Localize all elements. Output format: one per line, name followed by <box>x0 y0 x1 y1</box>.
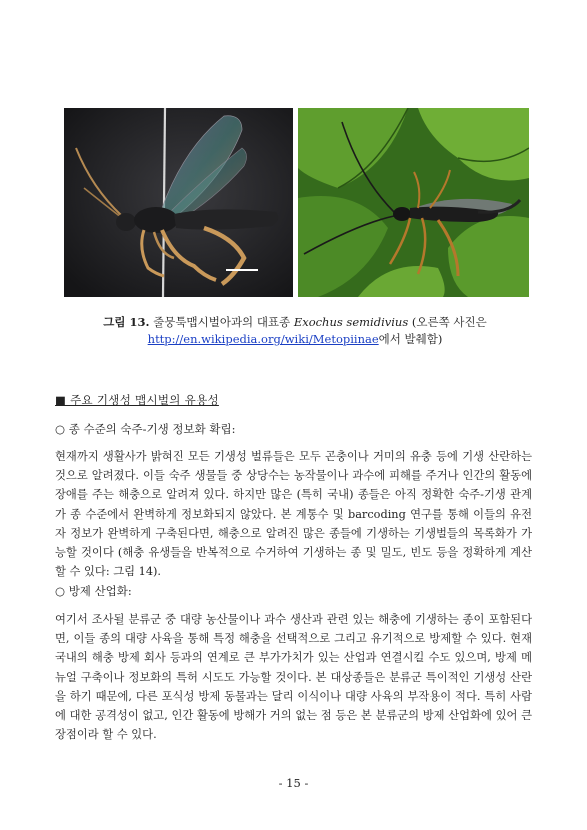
subsection-title-pest-control: ○ 방제 산업화: <box>55 584 132 598</box>
live-wasp-photo <box>298 108 529 297</box>
caption-source-note: (오른쪽 사진은 <box>408 315 487 329</box>
paragraph-pest-control: 여기서 조사될 분류군 중 대량 농산물이나 과수 생산과 관련 있는 해충에 기생하는 종이 포함된다면, 이들 종의 대량 사육을 통해 특정 해충을 선택적으로 그리고 유기적으로 방제할 수 있다. 현재 국내의 해충 방제 회사 등과의 연계로 큰 부가가치가 있는 산업과 연결시킬 수도 있으며, 방제 메뉴얼 구축이나 정보화의 특허 시도도 가능할 것이다. 본 대상종들은 분류군 특이적인 기생성 산란을 하기 때문에, 다른 포식성 방제 동물과는 달리 이식이나 대량 사육의 부작용이 적다. 특히 사람에 대한 공격성이 없고, 인간 활동에 방해가 거의 없는 점 등은 본 분류군의 방제 산업화에 있어 큰 장점이라 할 수 있다. <box>55 613 532 742</box>
figure-caption <box>60 314 530 348</box>
specimen-photo <box>64 108 293 297</box>
subsection-title-host-parasite: ○ 종 수준의 숙주-기생 정보화 확립: <box>55 422 236 436</box>
caption-suffix: 에서 발췌함) <box>378 332 443 346</box>
species-name: Exochus semidivius <box>293 315 409 329</box>
figure-label: 그림 13. <box>103 315 150 329</box>
paragraph-host-parasite: 현재까지 생활사가 밝혀진 모든 기생성 벌류들은 모두 곤충이나 거미의 유충 등에 기생 산란하는 것으로 알려졌다. 이들 숙주 생물들 중 상당수는 농작물이나 과수에 피해를 주거나 인간의 활동에 장애를 주는 해충으로 알려져 있다. 하지만 많은 (특히 국내) 종들은 아직 정확한 숙주-기생 관계가 종 수준에서 완벽하게 정보화되지 않았다. 본 계통수 및 barcoding 연구를 통해 이들의 유전자 정보가 완벽하게 구축된다면, 해충으로 알려진 많은 종들에 기생하는 기생벌들의 목록화가 가능할 것이다 (해충 유생들을 반복적으로 수거하여 기생하는 종 및 밀도, 빈도 등을 정확하게 계산할 수 있다: 그림 14). <box>55 450 532 579</box>
caption-text: 줄뭉툭맵시벌아과의 대표종 <box>149 315 294 329</box>
source-link[interactable]: http://en.wikipedia.org/wiki/Metopiinae <box>147 332 379 346</box>
page-number: - 15 - <box>278 776 309 790</box>
section-heading: ■ 주요 기생성 맵시벌의 유용성 <box>55 393 219 407</box>
